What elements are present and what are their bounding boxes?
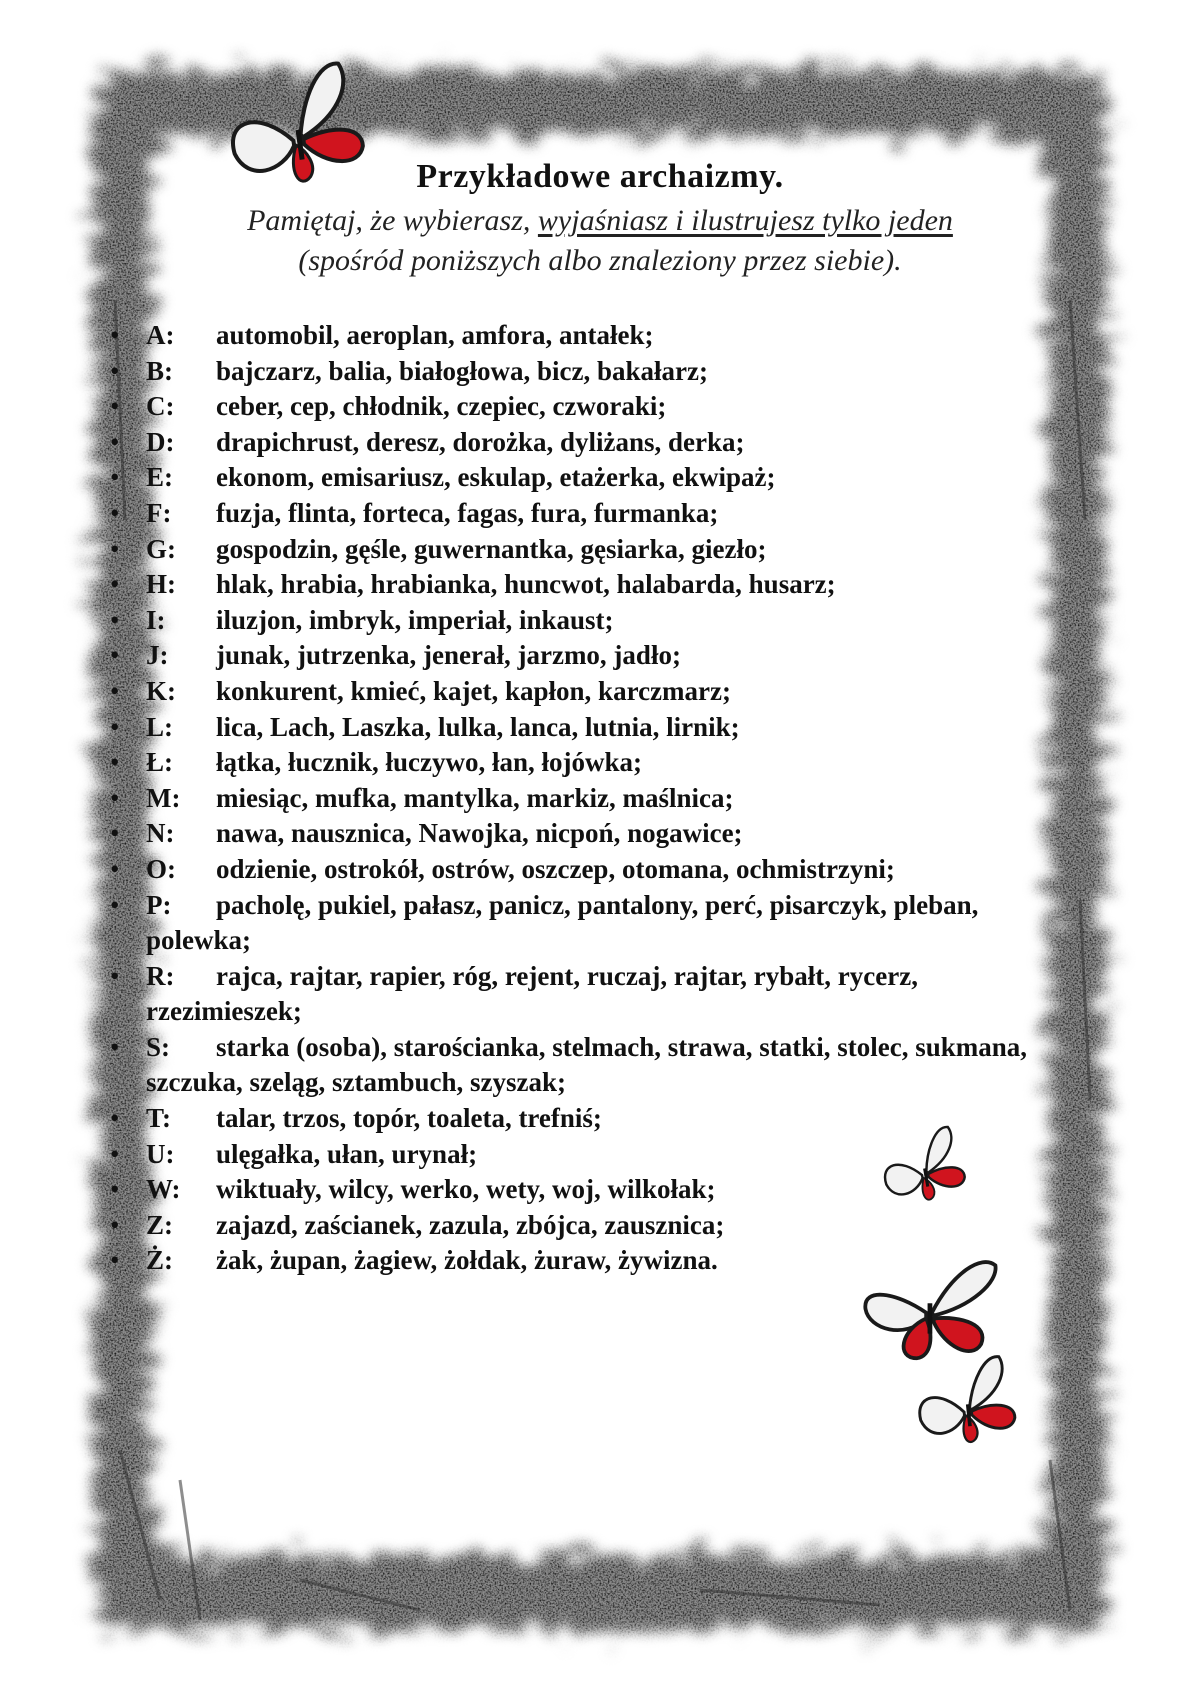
list-item-letter: O: bbox=[146, 853, 176, 884]
list-item-letter: N: bbox=[146, 818, 175, 849]
list-item-letter: Ł: bbox=[146, 747, 173, 778]
list-item-letter: F: bbox=[146, 497, 172, 528]
bullet-icon: • bbox=[110, 355, 120, 386]
subtitle-line-2: (spośród poniższych albo znaleziony przez siebie). bbox=[298, 244, 902, 277]
list-item-words: nawa, nausznica, Nawojka, nicpoń, nogawice; bbox=[216, 818, 743, 849]
list-item-words: ekonom, emisariusz, eskulap, etażerka, ekwipaż; bbox=[216, 462, 776, 493]
list-item-letter: J: bbox=[146, 640, 169, 671]
list-item bbox=[100, 425, 1120, 461]
list-item bbox=[100, 888, 1120, 959]
list-item-letter: H: bbox=[146, 569, 176, 600]
list-item bbox=[100, 460, 1120, 496]
list-item bbox=[100, 638, 1120, 674]
butterfly-icon bbox=[912, 1350, 1022, 1455]
list-item-continuation: polewka; bbox=[146, 925, 252, 956]
list-item-letter: W: bbox=[146, 1174, 181, 1205]
list-item bbox=[100, 781, 1120, 817]
list-item bbox=[100, 959, 1120, 1030]
list-item bbox=[100, 496, 1120, 532]
list-item-words: automobil, aeroplan, amfora, antałek; bbox=[216, 320, 654, 350]
list-item-letter: G: bbox=[146, 533, 176, 564]
list-item-letter: B: bbox=[146, 355, 173, 386]
list-item-letter: L: bbox=[146, 711, 173, 742]
list-item bbox=[100, 532, 1120, 568]
list-item-continuation: rzezimieszek; bbox=[146, 996, 302, 1027]
bullet-icon: • bbox=[110, 675, 120, 706]
list-item-letter: K: bbox=[146, 675, 176, 706]
list-item-words: ceber, cep, chłodnik, czepiec, czworaki; bbox=[216, 391, 667, 422]
archaism-list bbox=[100, 318, 1120, 1279]
bullet-icon: • bbox=[110, 533, 120, 564]
list-item-letter: R: bbox=[146, 960, 175, 991]
bullet-icon: • bbox=[110, 640, 120, 671]
list-item-words: odzienie, ostrokół, ostrów, oszczep, otomana, ochmistrzyni; bbox=[216, 853, 895, 884]
list-item-letter: M: bbox=[146, 782, 181, 813]
bullet-icon: • bbox=[110, 391, 120, 422]
page-title: Przykładowe archaizmy. bbox=[416, 158, 784, 195]
list-item bbox=[100, 710, 1120, 746]
bullet-icon: • bbox=[110, 1209, 120, 1240]
list-item bbox=[100, 1208, 1120, 1244]
bullet-icon: • bbox=[110, 462, 120, 493]
bullet-icon: • bbox=[110, 320, 120, 350]
bullet-icon: • bbox=[110, 1031, 120, 1062]
list-item bbox=[100, 1030, 1120, 1101]
list-item-words: bajczarz, balia, białogłowa, bicz, bakałarz; bbox=[216, 355, 708, 386]
list-item-words: żak, żupan, żagiew, żołdak, żuraw, żywizna. bbox=[216, 1245, 718, 1276]
list-item bbox=[100, 816, 1120, 852]
list-item-words: iluzjon, imbryk, imperiał, inkaust; bbox=[216, 604, 614, 635]
bullet-icon: • bbox=[110, 569, 120, 600]
list-item-words: miesiąc, mufka, mantylka, markiz, maślnica; bbox=[216, 782, 734, 813]
bullet-icon: • bbox=[110, 853, 120, 884]
list-item bbox=[100, 1137, 1120, 1173]
list-item-letter: I: bbox=[146, 604, 166, 635]
list-item bbox=[100, 603, 1120, 639]
bullet-icon: • bbox=[110, 426, 120, 457]
list-item-letter: Z: bbox=[146, 1209, 173, 1240]
bullet-icon: • bbox=[110, 818, 120, 849]
list-item-words: wiktuały, wilcy, werko, wety, woj, wilkołak; bbox=[216, 1174, 716, 1205]
bullet-icon: • bbox=[110, 1245, 120, 1276]
bullet-icon: • bbox=[110, 604, 120, 635]
list-item-words: rajca, rajtar, rapier, róg, rejent, ruczaj, rajtar, rybałt, rycerz, bbox=[216, 960, 918, 991]
bullet-icon: • bbox=[110, 1138, 120, 1169]
list-item-words: łątka, łucznik, łuczywo, łan, łojówka; bbox=[216, 747, 643, 778]
list-item-letter: A: bbox=[146, 320, 175, 350]
list-item-letter: U: bbox=[146, 1138, 175, 1169]
bullet-icon: • bbox=[110, 960, 120, 991]
subtitle-underlined: wyjaśniasz i ilustrujesz tylko jeden bbox=[537, 204, 953, 237]
list-item-words: pacholę, pukiel, pałasz, panicz, pantalony, perć, pisarczyk, pleban, bbox=[216, 889, 979, 920]
list-item-words: gospodzin, gęśle, guwernantka, gęsiarka, giezło; bbox=[216, 533, 767, 564]
list-item-letter: E: bbox=[146, 462, 173, 493]
list-item bbox=[100, 567, 1120, 603]
list-item bbox=[100, 389, 1120, 425]
bullet-icon: • bbox=[110, 747, 120, 778]
list-item-words: hlak, hrabia, hrabianka, huncwot, halabarda, husarz; bbox=[216, 569, 836, 600]
list-item-continuation: szczuka, szeląg, sztambuch, szyszak; bbox=[146, 1067, 566, 1098]
list-item-letter: C: bbox=[146, 391, 175, 422]
list-item bbox=[100, 745, 1120, 781]
list-item bbox=[100, 318, 1120, 354]
list-item-words: starka (osoba), starościanka, stelmach, strawa, statki, stolec, sukmana, bbox=[216, 1031, 1028, 1062]
list-item bbox=[100, 354, 1120, 390]
list-item-words: junak, jutrzenka, jenerał, jarzmo, jadło; bbox=[216, 640, 681, 671]
bullet-icon: • bbox=[110, 782, 120, 813]
list-item-letter: Ż: bbox=[146, 1245, 173, 1276]
bullet-icon: • bbox=[110, 1174, 120, 1205]
list-item-words: konkurent, kmieć, kajet, kapłon, karczmarz; bbox=[216, 675, 731, 706]
list-item bbox=[100, 674, 1120, 710]
bullet-icon: • bbox=[110, 497, 120, 528]
bullet-icon: • bbox=[110, 711, 120, 742]
bullet-icon: • bbox=[110, 1103, 120, 1134]
list-item-letter: S: bbox=[146, 1031, 171, 1062]
bullet-icon: • bbox=[110, 889, 120, 920]
list-item bbox=[100, 1101, 1120, 1137]
list-item-letter: T: bbox=[146, 1103, 171, 1134]
list-item-words: ulęgałka, ułan, urynał; bbox=[216, 1138, 478, 1169]
list-item-letter: D: bbox=[146, 426, 175, 457]
list-item-words: zajazd, zaścianek, zazula, zbójca, zausznica; bbox=[216, 1209, 725, 1240]
subtitle-prefix: Pamiętaj, że wybierasz, bbox=[247, 204, 538, 237]
list-item bbox=[100, 1243, 1120, 1279]
list-item-words: fuzja, flinta, forteca, fagas, fura, furmanka; bbox=[216, 497, 719, 528]
list-item bbox=[100, 1172, 1120, 1208]
list-item-words: drapichrust, deresz, dorożka, dyliżans, derka; bbox=[216, 426, 745, 457]
list-item-words: lica, Lach, Laszka, lulka, lanca, lutnia, lirnik; bbox=[216, 711, 740, 742]
list-item-words: talar, trzos, topór, toaleta, trefniś; bbox=[216, 1103, 602, 1134]
subtitle-line-1 bbox=[0, 204, 1200, 238]
list-item bbox=[100, 852, 1120, 888]
list-item-letter: P: bbox=[146, 889, 172, 920]
